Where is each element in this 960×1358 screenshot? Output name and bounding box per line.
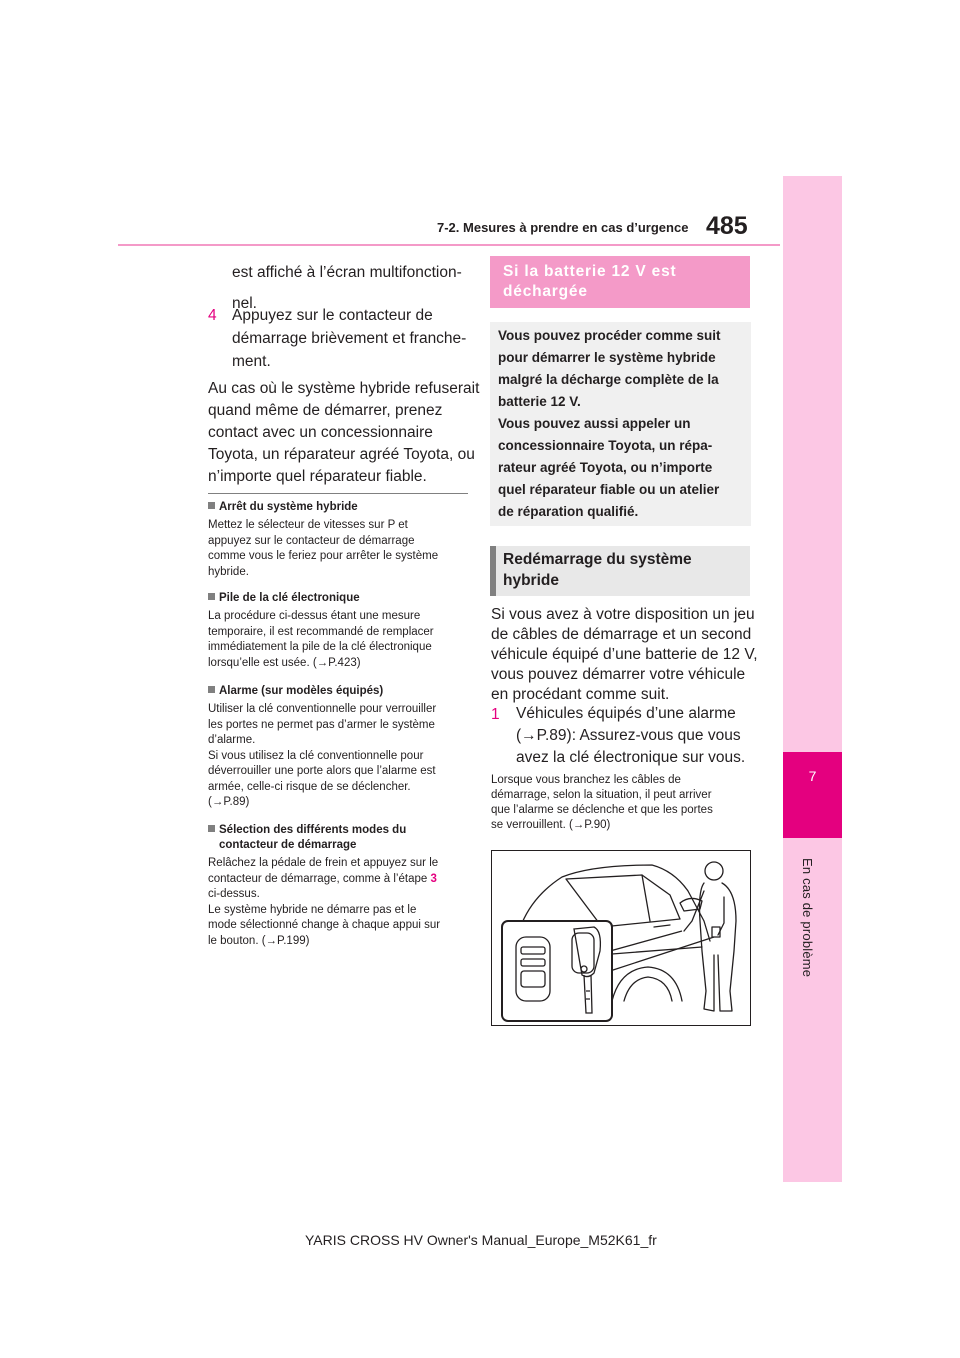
alarm-note: Lorsque vous branchez les câbles de démarrage, selon la situation, il peut arriver que l’alarme se déclenche et que les portes se verrouillent. (→P.90)	[491, 774, 713, 831]
note-alarm	[208, 684, 473, 811]
text-line: est affiché à l’écran multifonction-	[232, 264, 462, 281]
fallback-paragraph	[208, 378, 479, 488]
square-bullet-icon	[208, 593, 215, 600]
restart-paragraph: Si vous avez à votre disposition un jeu de câbles de démarrage et un second véhicule équipé d’une batterie de 12 V, vous pouvez démarrer votre véhicule en procédant comme suit.	[491, 606, 758, 703]
text-line: démarrage brièvement et franche-	[232, 330, 467, 347]
section-heading-text: Si la batterie 12 V est déchargée	[503, 263, 677, 300]
text-line: ment.	[232, 353, 271, 370]
square-bullet-icon	[208, 502, 215, 509]
chapter-number: 7	[808, 768, 817, 784]
step-reference: 3	[430, 872, 437, 885]
chapter-label: En cas de problème	[800, 858, 815, 978]
subsection-heading-bar	[490, 546, 496, 596]
text-line: nel.	[232, 295, 257, 312]
note-hybrid-stop	[208, 500, 473, 580]
square-bullet-icon	[208, 825, 215, 832]
car-door-key-illustration	[492, 851, 750, 1025]
note-body: Mettez le sélecteur de vitesses sur P et appuyez sur le contacteur de démarrage comme vous le feriez pour arrêter le système hybride.	[208, 519, 439, 578]
square-bullet-icon	[208, 686, 215, 693]
note-title: Arrêt du système hybride	[208, 500, 473, 515]
notes-divider	[208, 493, 468, 494]
illustration-key-door	[491, 850, 751, 1026]
side-tab	[783, 176, 842, 1182]
text-line: Au cas où le système hybride refuserait	[208, 380, 480, 397]
note-start-modes	[208, 823, 473, 949]
note-body: Utiliser la clé conventionnelle pour verrouiller les portes ne permet pas d’armer le système d’alarme. Si vous utilisez la clé conventionnelle pour déverrouiller une porte alors que l’alarme est armée, celle-ci risque de se déclencher. (→P.89)	[208, 703, 437, 808]
text-line: Toyota, un réparateur agréé Toyota, ou	[208, 446, 475, 463]
note-body: La procédure ci-dessus étant une mesure temporaire, il est recommandé de remplacer immédiatement la pile de la clé électronique lorsqu’elle est usée. (→P.423)	[208, 610, 434, 669]
text-line: n’importe quel réparateur fiable.	[208, 468, 427, 485]
text-line: Appuyez sur le contacteur de	[232, 307, 433, 324]
note-body: Relâchez la pédale de frein et appuyez sur le contacteur de démarrage, comme à l’étape 3 ci-dessus. Le système hybride ne démarre pas et le mode sélectionné change à chaque appui sur le bouton. (→P.199)	[208, 857, 441, 947]
subsection-heading-text: Redémarrage du système hybride	[503, 551, 692, 589]
step-1-text: Véhicules équipés d’une alarme (→P.89): Assurez-vous que vous avez la clé électronique sur vous.	[516, 705, 746, 766]
footer-manual-id: YARIS CROSS HV Owner's Manual_Europe_M52K61_fr	[305, 1232, 657, 1248]
note-key-battery	[208, 591, 473, 671]
page-number: 485	[706, 212, 748, 240]
step-1-number: 1	[491, 706, 500, 723]
section-title: 7-2. Mesures à prendre en cas d’urgence	[437, 220, 689, 235]
step-4-text	[232, 304, 466, 373]
step-4-number: 4	[208, 307, 217, 324]
text-line: quand même de démarrer, prenez	[208, 402, 443, 419]
note-title: Alarme (sur modèles équipés)	[208, 684, 473, 699]
chapter-tab-box	[783, 752, 842, 838]
note-title: Sélection des différents modes du contacteur de démarrage	[208, 823, 473, 853]
header-rule	[118, 244, 780, 246]
intro-box-text: Vous pouvez procéder comme suit pour démarrer le système hybride malgré la décharge complète de la batterie 12 V. Vous pouvez aussi appeler un concessionnaire Toyota, un répa- rateur agréé Toyota, ou n’importe quel réparateur fiable ou un atelier de réparation qualifié.	[498, 328, 721, 519]
text-line: contact avec un concessionnaire	[208, 424, 433, 441]
note-title: Pile de la clé électronique	[208, 591, 473, 606]
